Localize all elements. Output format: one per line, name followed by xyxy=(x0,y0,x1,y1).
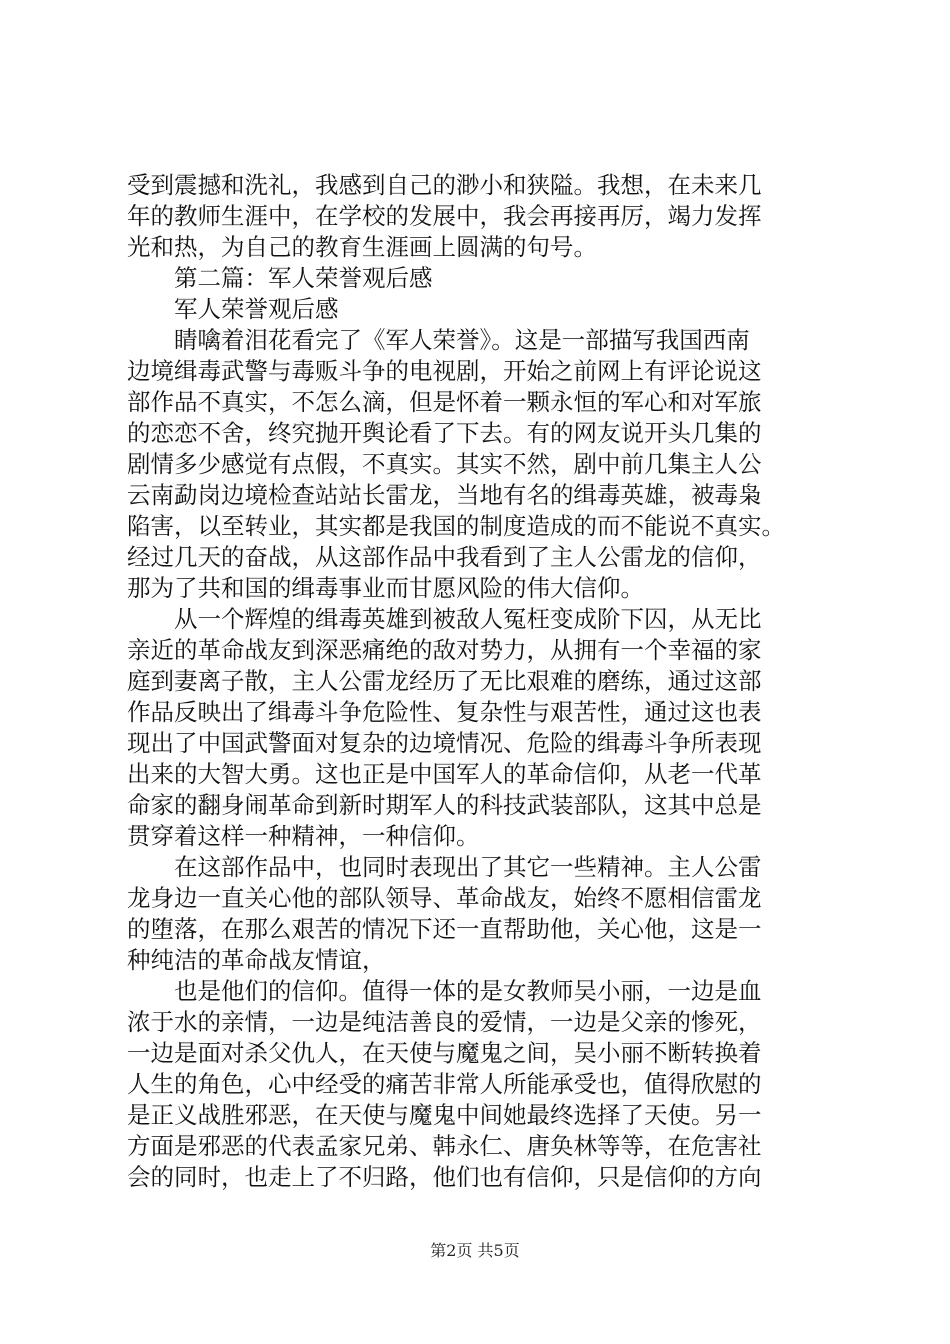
text-line: 人生的角色，心中经受的痛苦非常人所能承受也，值得欣慰的 xyxy=(127,1070,762,1098)
document-body xyxy=(127,170,837,1193)
text-line: 边境缉毒武警与毒贩斗争的电视剧，开始之前网上有评论说这 xyxy=(127,357,762,385)
page-number: 第2页 共5页 xyxy=(430,1241,520,1260)
text-line: 云南勐岗边境检查站站长雷龙，当地有名的缉毒英雄，被毒枭 xyxy=(127,481,762,509)
text-line: 的恋恋不舍，终究抛开舆论看了下去。有的网友说开头几集的 xyxy=(127,419,762,447)
text-line: 也是他们的信仰。值得一体的是女教师吴小丽，一边是血 xyxy=(174,977,762,1005)
text-line: 在这部作品中，也同时表现出了其它一些精神。主人公雷 xyxy=(174,853,762,881)
text-line: 命家的翻身闹革命到新时期军人的科技武装部队，这其中总是 xyxy=(127,791,762,819)
text-line: 陷害，以至转业，其实都是我国的制度造成的而不能说不真实。 xyxy=(127,512,785,540)
text-line: 作品反映出了缉毒斗争危险性、复杂性与艰苦性，通过这也表 xyxy=(127,698,762,726)
text-line: 种纯洁的革命战友情谊， xyxy=(127,946,386,974)
text-line: 睛噙着泪花看完了《军人荣誉》。这是一部描写我国西南 xyxy=(174,326,750,354)
text-line: 出来的大智大勇。这也正是中国军人的革命信仰，从老一代革 xyxy=(127,760,762,788)
text-line: 龙身边一直关心他的部队领导、革命战友，始终不愿相信雷龙 xyxy=(127,884,762,912)
text-line: 会的同时，也走上了不归路，他们也有信仰，只是信仰的方向 xyxy=(127,1163,762,1191)
text-line: 年的教师生涯中，在学校的发展中，我会再接再厉，竭力发挥 xyxy=(127,202,762,230)
text-line: 受到震撼和洗礼，我感到自己的渺小和狭隘。我想，在未来几 xyxy=(127,171,762,199)
section-heading: 第二篇：军人荣誉观后感 xyxy=(174,264,433,292)
text-line: 剧情多少感觉有点假，不真实。其实不然，剧中前几集主人公 xyxy=(127,450,762,478)
text-line: 部作品不真实，不怎么滴，但是怀着一颗永恒的军心和对军旅 xyxy=(127,388,762,416)
text-line: 亲近的革命战友到深恶痛绝的敌对势力，从拥有一个幸福的家 xyxy=(127,636,762,664)
text-line: 从一个辉煌的缉毒英雄到被敌人冤枉变成阶下囚，从无比 xyxy=(174,605,762,633)
text-line: 光和热，为自己的教育生涯画上圆满的句号。 xyxy=(127,233,597,261)
text-line: 那为了共和国的缉毒事业而甘愿风险的伟大信仰。 xyxy=(127,574,644,602)
text-line: 经过几天的奋战，从这部作品中我看到了主人公雷龙的信仰， xyxy=(127,543,762,571)
article-title: 军人荣誉观后感 xyxy=(174,295,339,323)
text-line: 浓于水的亲情，一边是纯洁善良的爱情，一边是父亲的惨死， xyxy=(127,1008,762,1036)
text-line: 方面是邪恶的代表孟家兄弟、韩永仁、唐奂林等等，在危害社 xyxy=(127,1132,762,1160)
text-line: 的堕落，在那么艰苦的情况下还一直帮助他，关心他，这是一 xyxy=(127,915,762,943)
text-line: 贯穿着这样一种精神，一种信仰。 xyxy=(127,822,480,850)
text-line: 现出了中国武警面对复杂的边境情况、危险的缉毒斗争所表现 xyxy=(127,729,762,757)
text-line: 一边是面对杀父仇人，在天使与魔鬼之间，吴小丽不断转换着 xyxy=(127,1039,762,1067)
text-line: 庭到妻离子散，主人公雷龙经历了无比艰难的磨练，通过这部 xyxy=(127,667,762,695)
text-line: 是正义战胜邪恶，在天使与魔鬼中间她最终选择了天使。另一 xyxy=(127,1101,762,1129)
